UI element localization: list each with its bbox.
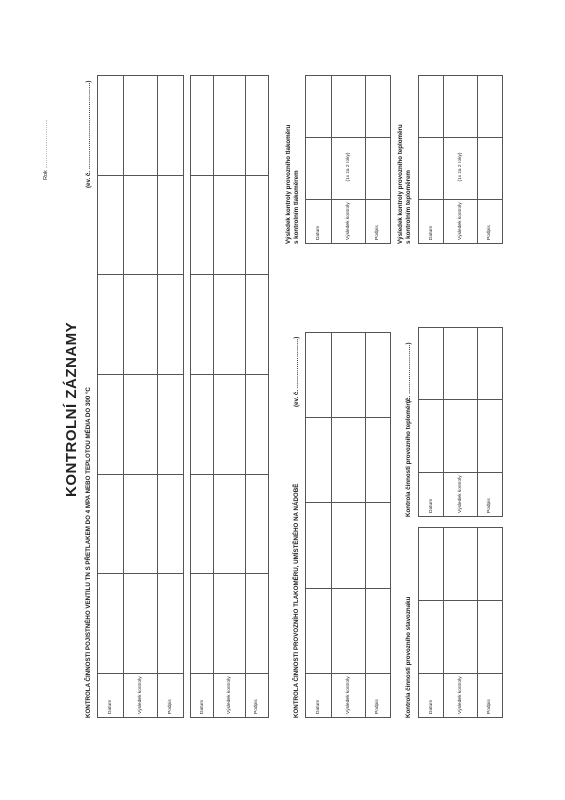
signature-cell[interactable]: [245, 275, 268, 375]
thermometer-result-heading-1: Výsledek kontroly provozního teploměru: [397, 124, 404, 244]
interval-note: (1x za 2 roky): [458, 152, 463, 182]
table-row: [444, 76, 478, 244]
table-row: [331, 76, 365, 244]
table-row: [477, 76, 502, 244]
table-row: [98, 76, 124, 718]
row-label-result: Výsledek kontroly: [331, 674, 365, 718]
thermometer-heading: Kontrola činnosti provozního teploměru: [405, 399, 412, 517]
manometer-result-table: [305, 75, 391, 244]
date-cell[interactable]: [306, 333, 332, 418]
table-row: [123, 76, 157, 718]
result-cell[interactable]: [123, 474, 157, 574]
date-cell[interactable]: [98, 375, 124, 475]
row-label-signature: Podpis: [365, 200, 391, 244]
table-row: [419, 76, 444, 244]
result-cell[interactable]: [444, 328, 478, 401]
result-cell[interactable]: [214, 474, 245, 574]
result-cell[interactable]: [331, 333, 365, 418]
thermometer-result-table: [418, 75, 503, 244]
signature-cell[interactable]: [365, 138, 391, 200]
signature-cell[interactable]: [477, 528, 502, 601]
date-cell[interactable]: [306, 138, 332, 200]
row-label-signature: Podpis: [477, 674, 502, 718]
row-label-signature: Podpis: [477, 473, 502, 517]
result-cell[interactable]: [444, 528, 478, 601]
date-cell[interactable]: [98, 574, 124, 674]
valve-heading: KONTROLA ČINNOSTI POJISTNÉHO VENTILU TN S PŘETLAKEM DO 4 MPA NEBO TEPLOTOU MÉDIA DO 300 °C: [85, 387, 92, 718]
result-cell[interactable]: [331, 138, 365, 200]
date-cell[interactable]: [191, 375, 214, 475]
date-cell[interactable]: [419, 528, 444, 601]
result-cell[interactable]: [444, 601, 478, 674]
date-cell[interactable]: [419, 76, 444, 138]
row-label-result: Výsledek kontroly: [331, 200, 365, 244]
manometer-ev-label: (ev. č. ……………………): [293, 336, 300, 407]
signature-cell[interactable]: [158, 474, 184, 574]
row-label-result: Výsledek kontroly: [444, 473, 478, 517]
row-label-date: Datum: [191, 674, 214, 718]
thermometer-result-heading-2: s kontrolním teploměrem: [405, 170, 412, 244]
signature-cell[interactable]: [158, 76, 184, 176]
result-cell[interactable]: [444, 76, 478, 138]
page-title: KONTROLNÍ ZÁZNAMY: [63, 321, 80, 497]
table-row: [365, 76, 391, 244]
row-label-result: Výsledek kontroly: [444, 674, 478, 718]
result-cell[interactable]: [331, 418, 365, 503]
table-row: [214, 76, 245, 718]
signature-cell[interactable]: [158, 574, 184, 674]
valve-table-1: [97, 75, 184, 718]
result-cell[interactable]: [123, 574, 157, 674]
signature-cell[interactable]: [158, 175, 184, 275]
result-cell[interactable]: [331, 76, 365, 138]
date-cell[interactable]: [419, 138, 444, 200]
date-cell[interactable]: [306, 588, 332, 673]
year-label: Rok: [43, 170, 49, 180]
date-cell[interactable]: [98, 275, 124, 375]
row-label-result: Výsledek kontroly: [444, 200, 478, 244]
row-label-signature: Podpis: [365, 674, 391, 718]
signature-cell[interactable]: [245, 474, 268, 574]
table-row: [477, 528, 502, 718]
table-row: [477, 328, 502, 517]
row-label-signature: Podpis: [245, 674, 268, 718]
date-cell[interactable]: [306, 503, 332, 588]
date-cell[interactable]: [98, 474, 124, 574]
date-cell[interactable]: [98, 175, 124, 275]
signature-cell[interactable]: [245, 175, 268, 275]
date-cell[interactable]: [419, 328, 444, 401]
table-row: [158, 76, 184, 718]
table-row: [245, 76, 268, 718]
result-cell[interactable]: [444, 138, 478, 200]
result-cell[interactable]: [331, 503, 365, 588]
signature-cell[interactable]: [245, 76, 268, 176]
signature-cell[interactable]: [365, 418, 391, 503]
year-blank[interactable]: ………………………: [43, 119, 49, 169]
date-cell[interactable]: [191, 76, 214, 176]
table-row: [419, 528, 444, 718]
thermometer-table: [418, 327, 503, 517]
result-cell[interactable]: [214, 574, 245, 674]
manometer-heading: KONTROLA ČINNOSTI PROVOZNÍHO TLAKOMĚRU, UMÍSTĚNÉHO NA NÁDOBĚ: [293, 483, 300, 718]
result-cell[interactable]: [123, 76, 157, 176]
row-label-date: Datum: [98, 674, 124, 718]
signature-cell[interactable]: [365, 333, 391, 418]
interval-note: (1x za 2 roky): [345, 152, 351, 182]
result-cell[interactable]: [214, 375, 245, 475]
date-cell[interactable]: [419, 400, 444, 473]
signature-cell[interactable]: [365, 76, 391, 138]
valve-table-2: [190, 75, 269, 718]
result-cell[interactable]: [123, 375, 157, 475]
result-cell[interactable]: [214, 76, 245, 176]
date-cell[interactable]: [191, 275, 214, 375]
signature-cell[interactable]: [158, 375, 184, 475]
signature-cell[interactable]: [158, 275, 184, 375]
valve-ev-label: (ev. č. ……………………………………): [85, 80, 92, 188]
manometer-result-heading-1: Výsledek kontroly provozního tlakoměru: [285, 124, 292, 244]
manometer-table: [305, 332, 391, 718]
row-label-signature: Podpis: [477, 200, 502, 244]
date-cell[interactable]: [191, 175, 214, 275]
row-label-date: Datum: [306, 200, 332, 244]
date-cell[interactable]: [306, 418, 332, 503]
signature-cell[interactable]: [365, 588, 391, 673]
result-cell[interactable]: [214, 175, 245, 275]
manometer-result-heading-2: s kontrolním tlakoměrem: [293, 170, 300, 244]
signature-cell[interactable]: [365, 503, 391, 588]
row-label-date: Datum: [419, 674, 444, 718]
level-gauge-heading: Kontrola činnosti provozního stavoznaku: [405, 596, 412, 718]
result-cell[interactable]: [444, 400, 478, 473]
row-label-result: Výsledek kontroly: [123, 674, 157, 718]
row-label-date: Datum: [419, 473, 444, 517]
year-field: [43, 119, 49, 180]
date-cell[interactable]: [191, 474, 214, 574]
table-row: [306, 76, 332, 244]
result-cell[interactable]: [331, 588, 365, 673]
row-label-date: Datum: [306, 674, 332, 718]
result-cell[interactable]: [214, 275, 245, 375]
level-gauge-table: [418, 527, 503, 718]
signature-cell[interactable]: [477, 138, 502, 200]
date-cell[interactable]: [419, 601, 444, 674]
table-row: [444, 528, 478, 718]
date-cell[interactable]: [98, 76, 124, 176]
table-row: [306, 333, 332, 718]
row-label-signature: Podpis: [158, 674, 184, 718]
result-cell[interactable]: [123, 275, 157, 375]
signature-cell[interactable]: [477, 601, 502, 674]
result-cell[interactable]: [123, 175, 157, 275]
signature-cell[interactable]: [245, 375, 268, 475]
signature-cell[interactable]: [477, 76, 502, 138]
table-row: [444, 328, 478, 517]
table-row: [419, 328, 444, 517]
signature-cell[interactable]: [477, 400, 502, 473]
table-row: [331, 333, 365, 718]
signature-cell[interactable]: [477, 328, 502, 401]
thermometer-ev-label: (č. ……………………): [405, 342, 412, 403]
row-label-result: Výsledek kontroly: [214, 674, 245, 718]
table-row: [365, 333, 391, 718]
signature-cell[interactable]: [245, 574, 268, 674]
date-cell[interactable]: [191, 574, 214, 674]
date-cell[interactable]: [306, 76, 332, 138]
table-row: [191, 76, 214, 718]
row-label-date: Datum: [419, 200, 444, 244]
